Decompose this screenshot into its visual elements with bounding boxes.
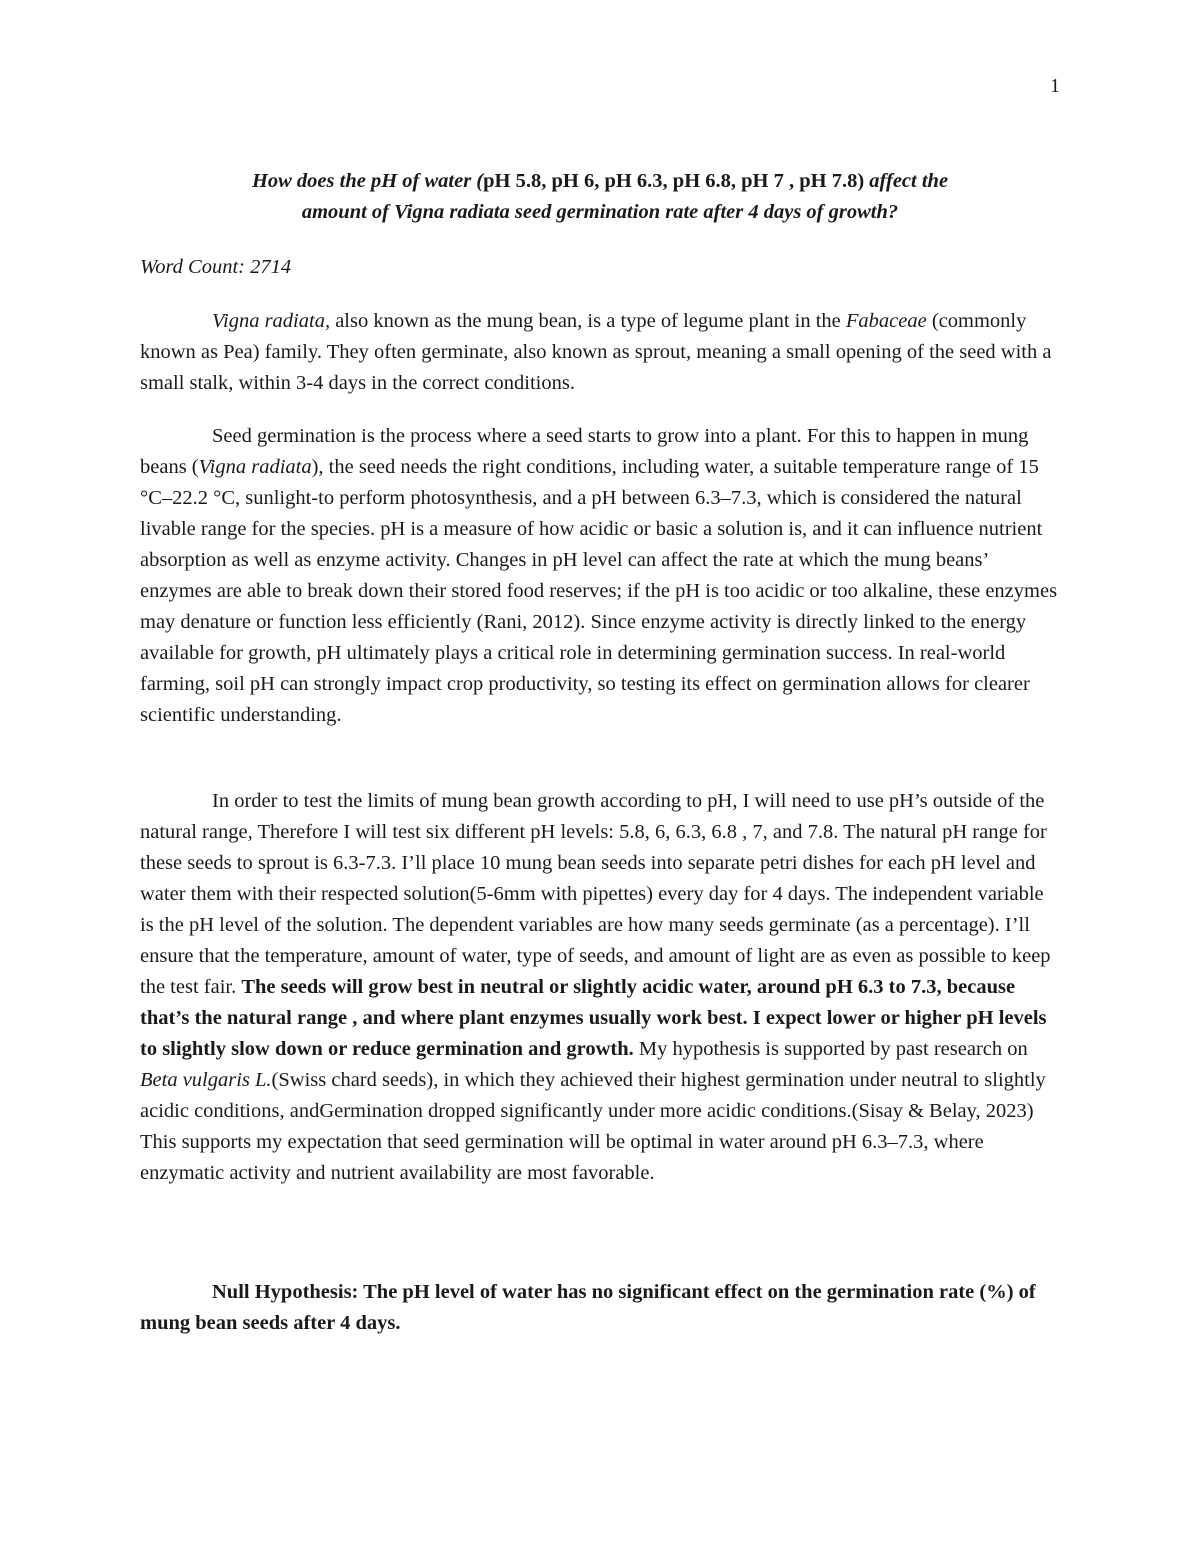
title-line-2: amount of Vigna radiata seed germination rate after 4 days of growth? bbox=[301, 201, 899, 223]
word-count: Word Count: 2714 bbox=[140, 256, 292, 278]
species-name-2: Vigna radiata bbox=[198, 456, 312, 478]
para1-text-2: (commonly known as Pea) family. They often germinate, also known as sprout, meaning a small opening of the seed with a small stalk, within 3-4 days in the correct conditions. bbox=[140, 310, 1052, 394]
beta-vulgaris-name: Beta vulgaris L. bbox=[140, 1069, 272, 1091]
para2-text-2: ), the seed needs the right conditions, including water, a suitable temperature range of 15 °C–22.2 °C, sunlight-to perform photosynthesis, and a pH between 6.3–7.3, which is considered the natural livable range for the species. pH is a measure of how acidic or basic a solution is, and it can influence nutrient absorption as well as enzyme activity. Changes in pH level can affect the rate at which the mung beans’ enzymes are able to break down their stored food reserves; if the pH is too acidic or too alkaline, these enzymes may denature or function less efficiently (Rani, 2012). Since enzyme activity is directly linked to the energy available for growth, pH ultimately plays a critical role in determining germination success. In real-world farming, soil pH can strongly impact crop productivity, so testing its effect on germination allows for clearer scientific understanding. bbox=[140, 456, 1058, 726]
title-part-3: affect the bbox=[864, 170, 949, 192]
para1-text-1: also known as the mung bean, is a type of legume plant in the bbox=[330, 310, 846, 332]
family-name: Fabaceae bbox=[845, 310, 927, 332]
para2-text-1: Seed germination is the process where a seed starts to grow into a plant. For this to happen in mung beans ( bbox=[140, 425, 1029, 478]
species-name: Vigna radiata, bbox=[212, 310, 331, 332]
title-part-2: pH 5.8, pH 6, pH 6.3, pH 6.8, pH 7 , pH 7.8) bbox=[483, 170, 865, 192]
para3-text-3: (Swiss chard seeds), in which they achieved their highest germination under neutral to slightly acidic conditions, andGermination dropped significantly under more acidic conditions.(Sisay & Belay, 2023) This supports my expectation that seed germination will be optimal in water around pH 6.3–7.3, where enzymatic activity and nutrient availability are most favorable. bbox=[140, 1069, 1046, 1184]
document-title bbox=[120, 166, 1080, 228]
paragraph-method-hypothesis bbox=[140, 786, 1060, 1189]
title-part-1: How does the pH of water ( bbox=[251, 170, 484, 192]
null-hypothesis bbox=[140, 1277, 1060, 1339]
paragraph-germination bbox=[140, 421, 1060, 731]
para3-text-1: In order to test the limits of mung bean growth according to pH, I will need to use pH’s outside of the natural range, Therefore I will test six different pH levels: 5.8, 6, 6.3, 6.8 , 7, and 7.8. The natural pH range for these seeds to sprout is 6.3-7.3. I’ll place 10 mung bean seeds into separate petri dishes for each pH level and water them with their respected solution(5-6mm with pipettes) every day for 4 days. The independent variable is the pH level of the solution. The dependent variables are how many seeds germinate (as a percentage). I’ll ensure that the temperature, amount of water, type of seeds, and amount of light are as even as possible to keep the test fair. bbox=[140, 790, 1051, 998]
para3-text-2: My hypothesis is supported by past research on bbox=[633, 1038, 1028, 1060]
null-hypothesis-text: Null Hypothesis: The pH level of water has no significant effect on the germination rate (%) of mung bean seeds after 4 days. bbox=[140, 1281, 1036, 1334]
paragraph-intro bbox=[140, 306, 1060, 399]
page-number: 1 bbox=[1050, 75, 1060, 97]
hypothesis-statement: The seeds will grow best in neutral or slightly acidic water, around pH 6.3 to 7.3, because that’s the natural range , and where plant enzymes usually work best. I expect lower or higher pH levels to slightly slow down or reduce germination and growth. bbox=[140, 976, 1047, 1060]
